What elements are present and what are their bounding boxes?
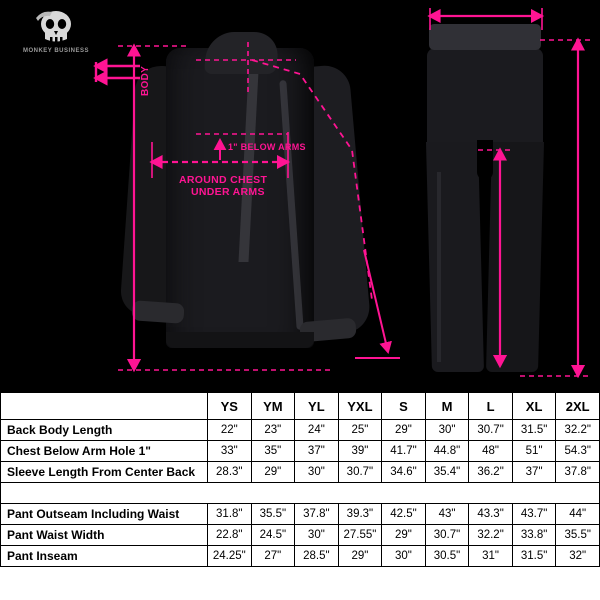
cell: 30" <box>295 462 339 483</box>
cell: 43.3" <box>469 504 513 525</box>
cell: 32" <box>556 546 600 567</box>
cell: 29" <box>382 420 426 441</box>
size-table <box>0 392 600 567</box>
header-s: S <box>382 393 426 420</box>
brand-logo <box>12 8 100 64</box>
cell: 28.5" <box>295 546 339 567</box>
pants-left-leg <box>426 142 484 372</box>
cell: 35.5" <box>251 504 295 525</box>
header-2xl: 2XL <box>556 393 600 420</box>
cell: 32.2" <box>556 420 600 441</box>
cell: 25" <box>338 420 382 441</box>
cell: 36.2" <box>469 462 513 483</box>
header-ym: YM <box>251 393 295 420</box>
header-yxl: YXL <box>338 393 382 420</box>
cell: 44" <box>556 504 600 525</box>
pants-illustration <box>415 22 555 380</box>
cell: 29" <box>338 546 382 567</box>
table-row <box>1 504 600 525</box>
cell: 35.4" <box>425 462 469 483</box>
table-row <box>1 546 600 567</box>
annotation-body-label: BODY <box>140 65 151 96</box>
cell: 37.8" <box>295 504 339 525</box>
cell: 39.3" <box>338 504 382 525</box>
annotation-below-arms-label: 1" BELOW ARMS <box>228 142 306 152</box>
cell: 30.7" <box>425 525 469 546</box>
table-row <box>1 420 600 441</box>
row-label: Chest Below Arm Hole 1" <box>1 441 208 462</box>
row-label: Back Body Length <box>1 420 208 441</box>
cell: 32.2" <box>469 525 513 546</box>
cell: 23" <box>251 420 295 441</box>
cell: 28.3" <box>208 462 252 483</box>
pants-waistband <box>429 24 541 50</box>
cell: 43" <box>425 504 469 525</box>
cell: 29" <box>382 525 426 546</box>
cell: 31.8" <box>208 504 252 525</box>
cell: 42.5" <box>382 504 426 525</box>
spacer-cell <box>1 483 600 504</box>
cell: 30.5" <box>425 546 469 567</box>
cell: 31.5" <box>512 546 556 567</box>
cell: 24.5" <box>251 525 295 546</box>
cell: 30.7" <box>338 462 382 483</box>
table-header-row <box>1 393 600 420</box>
header-measurement <box>1 393 208 420</box>
cell: 44.8" <box>425 441 469 462</box>
jacket-illustration <box>118 20 383 380</box>
cell: 24" <box>295 420 339 441</box>
annotation-under-arms-label: UNDER ARMS <box>191 186 265 198</box>
cell: 51" <box>512 441 556 462</box>
cell: 37" <box>295 441 339 462</box>
header-yl: YL <box>295 393 339 420</box>
table-row <box>1 525 600 546</box>
cell: 31" <box>469 546 513 567</box>
header-xl: XL <box>512 393 556 420</box>
cell: 41.7" <box>382 441 426 462</box>
pants-leg-highlight <box>437 172 441 362</box>
table-row <box>1 441 600 462</box>
table-row <box>1 462 600 483</box>
brand-logo-text: MONKEY BUSINESS <box>22 48 90 54</box>
cell: 33.8" <box>512 525 556 546</box>
pants-crotch-gap <box>477 140 493 180</box>
cell: 31.5" <box>512 420 556 441</box>
cell: 29" <box>251 462 295 483</box>
cell: 30" <box>425 420 469 441</box>
skull-logo-icon <box>12 8 100 48</box>
cell: 48" <box>469 441 513 462</box>
cell: 24.25" <box>208 546 252 567</box>
jacket-left-cuff <box>131 300 184 324</box>
row-label: Pant Inseam <box>1 546 208 567</box>
cell: 30" <box>382 546 426 567</box>
header-m: M <box>425 393 469 420</box>
annotation-around-chest-label: AROUND CHEST <box>179 174 268 186</box>
cell: 22" <box>208 420 252 441</box>
cell: 54.3" <box>556 441 600 462</box>
cell: 37" <box>512 462 556 483</box>
cell: 33" <box>208 441 252 462</box>
header-l: L <box>469 393 513 420</box>
table-group-spacer <box>1 483 600 504</box>
cell: 37.8" <box>556 462 600 483</box>
cell: 43.7" <box>512 504 556 525</box>
size-table-container <box>0 392 600 600</box>
cell: 39" <box>338 441 382 462</box>
jacket-hem <box>166 332 314 348</box>
cell: 22.8" <box>208 525 252 546</box>
row-label: Sleeve Length From Center Back <box>1 462 208 483</box>
cell: 35" <box>251 441 295 462</box>
pants-right-leg <box>486 142 544 372</box>
cell: 27.55" <box>338 525 382 546</box>
row-label: Pant Outseam Including Waist <box>1 504 208 525</box>
cell: 34.6" <box>382 462 426 483</box>
cell: 35.5" <box>556 525 600 546</box>
header-ys: YS <box>208 393 252 420</box>
cell: 30.7" <box>469 420 513 441</box>
row-label: Pant Waist Width <box>1 525 208 546</box>
cell: 30" <box>295 525 339 546</box>
jacket-collar <box>204 32 280 74</box>
cell: 27" <box>251 546 295 567</box>
